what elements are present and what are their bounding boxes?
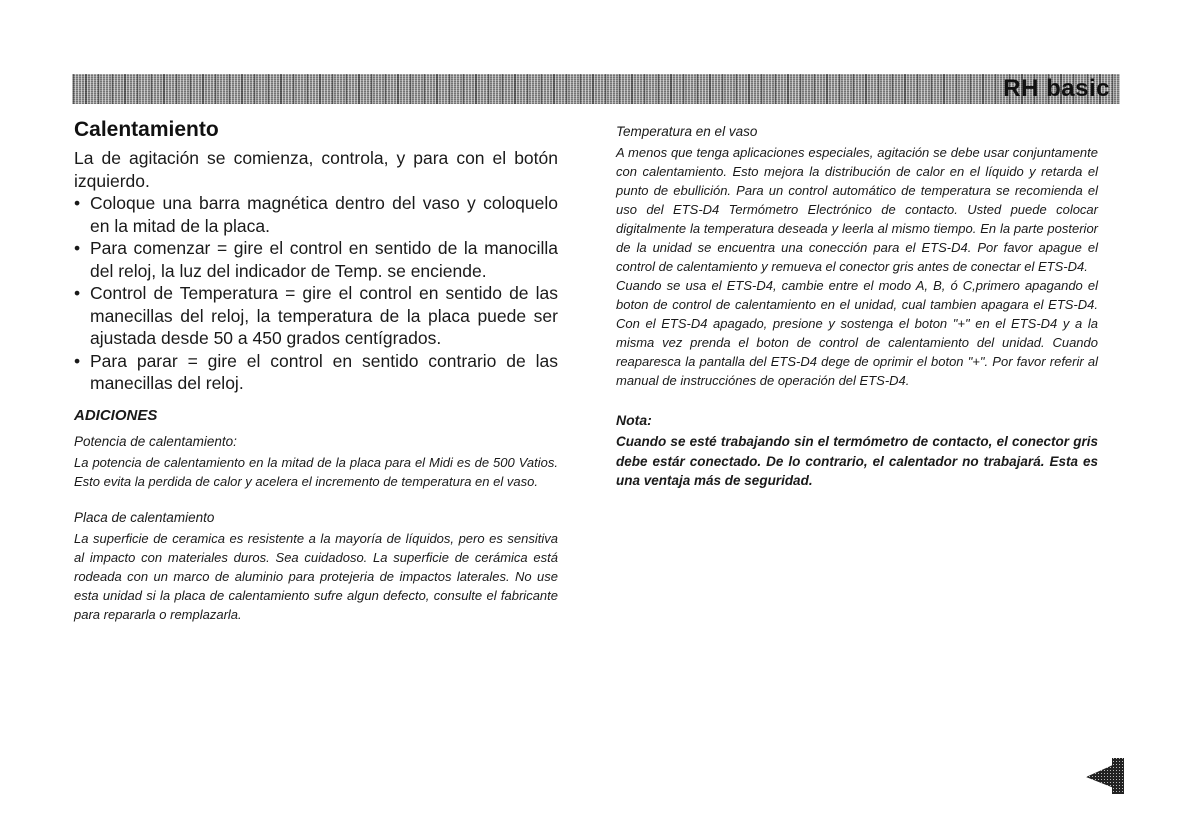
note-text: Cuando se esté trabajando sin el termómetro de contacto, el conector gris debe estár conectado. De lo contrario, el calentador no trabajará. Esta es una ventaja más de seguridad. [616, 434, 1098, 488]
section-title: Calentamiento [74, 118, 219, 141]
instruction-list [74, 192, 558, 395]
power-subtitle: Potencia de calentamiento: [74, 433, 237, 449]
note-label: Nota: [616, 412, 652, 428]
intro-paragraph: La de agitación se comienza, controla, y para con el botón izquierdo. [74, 148, 558, 191]
plate-subtitle: Placa de calentamiento [74, 509, 215, 525]
additions-heading: ADICIONES [74, 406, 158, 424]
list-item: • Control de Temperatura = gire el control en sentido de las manecillas del reloj, la temperatura de la placa puede ser ajustada desde 50 a 450 grados centígrados. [74, 282, 558, 350]
list-item: • Para parar = gire el control en sentido contrario de las manecillas del reloj. [74, 350, 558, 395]
plate-paragraph: La superficie de ceramica es resistente a la mayoría de líquidos, pero es sensitiva al impacto con materiales duros. Sea cuidadoso. La superficie de cerámica está rodeada con un marco de aluminio para protejeria de impactos laterales. No use esta unidad si la placa de calentamiento sufre algun defecto, consulte el fabricante para repararla o remplazarla. [74, 530, 558, 622]
temperature-subtitle: Temperatura en el vaso [616, 124, 758, 139]
left-column [74, 118, 558, 624]
power-paragraph: La potencia de calentamiento en la mitad de la placa para el Midi es de 500 Vatios. Esto evita la perdida de calor y acelera el incremento de temperatura en el vaso. [74, 454, 558, 489]
temperature-paragraph-2: Cuando se usa el ETS-D4, cambie entre el modo A, B, ó C,primero apagando el boton de control de calentamiento en el unidad, cual tambien apagara el ETS-D4. Con el ETS-D4 apagado, presione y sostenga el boton "+" en el ETS-D4 y a la misma vez prenda el boton de control de calentamiento del unidad. Cuando reaparesca la pantalla del ETS-D4 dege de oprimir el boton "+". Por favor referir al manual de instrucciónes de operación del ETS-D4. [616, 278, 1098, 388]
header-bar [72, 74, 1120, 104]
page-arrow-icon [1086, 758, 1126, 794]
list-item: • Coloque una barra magnética dentro del vaso y coloquelo en la mitad de la placa. [74, 192, 558, 237]
list-item: • Para comenzar = gire el control en sentido de la manocilla del reloj, la luz del indicador de Temp. se enciende. [74, 237, 558, 282]
brand-label: RH basic [1003, 75, 1110, 102]
right-column [616, 122, 1098, 491]
temperature-paragraph-1: A menos que tenga aplicaciones especiales, agitación se debe usar conjuntamente con calentamiento. Esto mejora la distribución de calor en el líquido y retarda el punto de ebullición. Para un control automático de temperatura se recomienda el uso del ETS-D4 Termómetro Electrónico de contacto. Usted puede colocar digitalmente la temperatura deseada y leerla al mismo tiempo. En la parte posterior de la unidad se encuentra una conección para el ETS-D4. Por favor apague el control de calentamiento y remueva el conector gris antes de conectar el ETS-D4. [616, 145, 1098, 274]
